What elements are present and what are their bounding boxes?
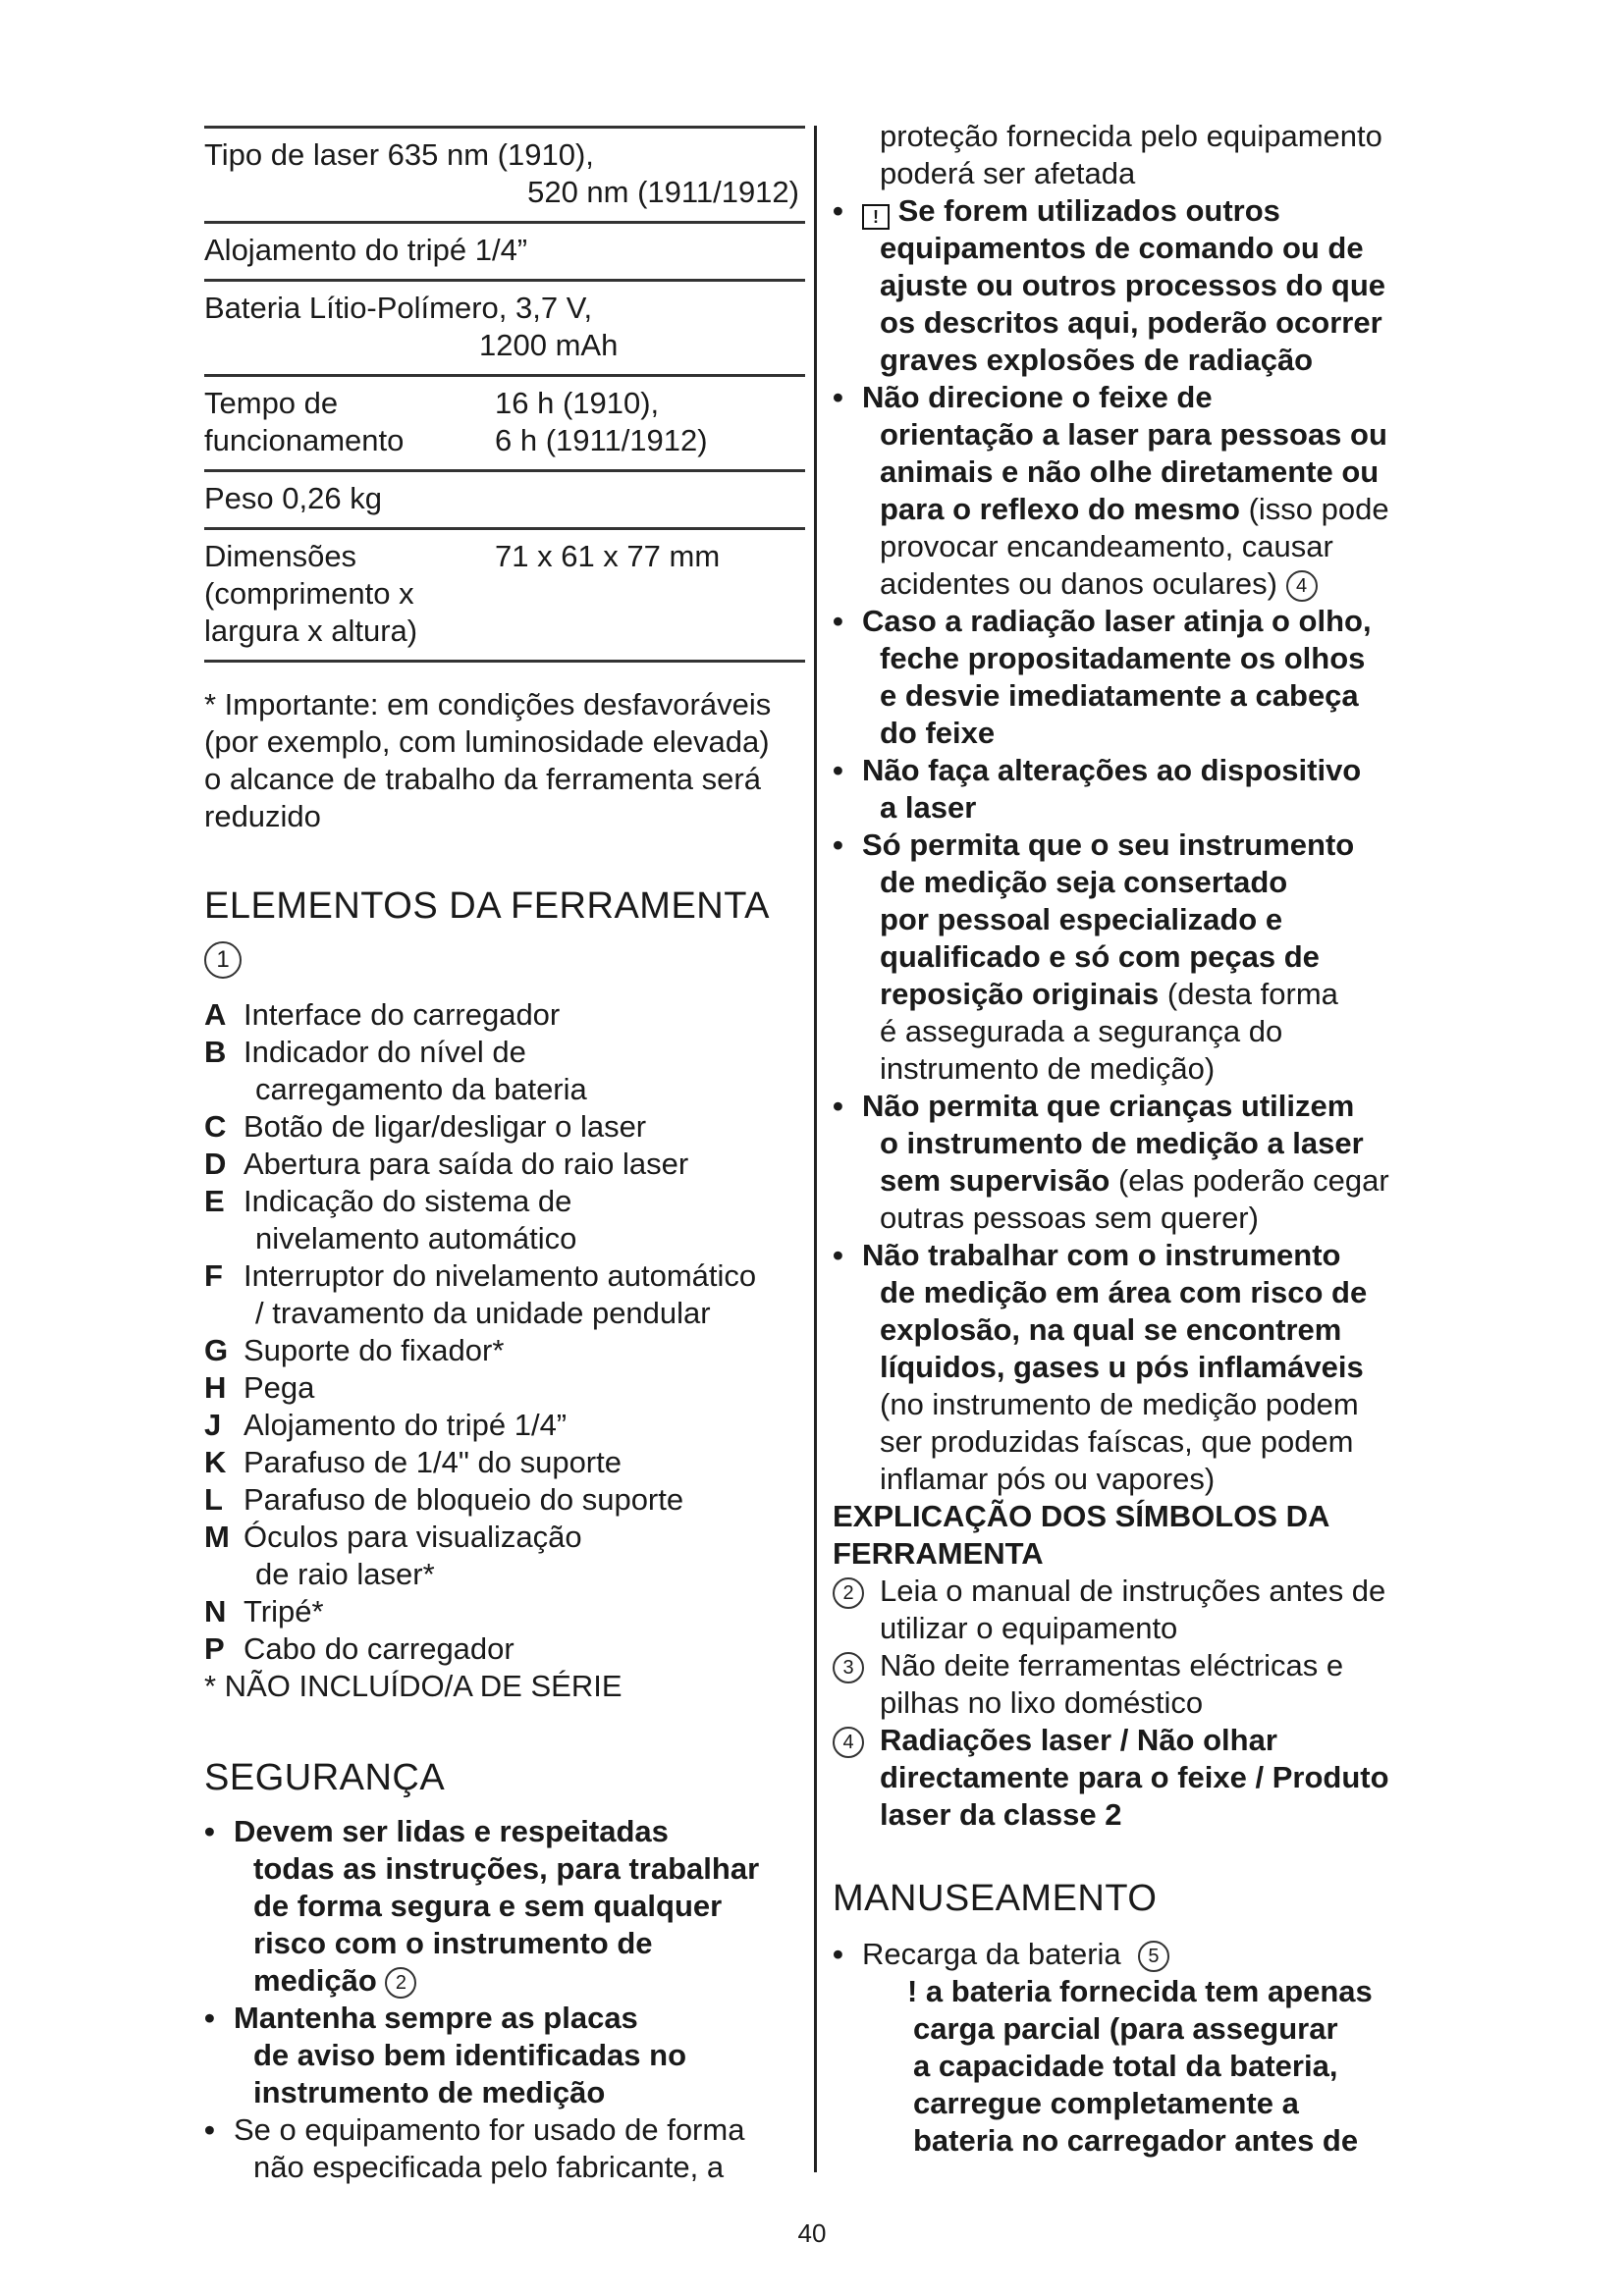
list-item-continuation: proteção fornecida pelo equipamento poderá ser afetada	[880, 119, 1382, 190]
spec-row-weight: Peso 0,26 kg	[204, 472, 805, 530]
handling-heading: MANUSEAMENTO	[833, 1878, 1158, 1919]
figure-ref-icon: 3	[833, 1652, 864, 1683]
right-column	[833, 118, 1441, 2160]
left-column	[204, 126, 805, 2186]
list-item: • ! Se forem utilizados outros equipamentos de comando ou de ajuste ou outros processos do que os descritos aqui, poderão ocorrer graves explosões de radiação	[833, 193, 1386, 377]
safety-heading: SEGURANÇA	[204, 1756, 446, 1798]
list-item: • Mantenha sempre as placas de aviso bem identificadas no instrumento de medição	[204, 2000, 687, 2109]
spec-row-laser: Tipo de laser 635 nm (1910), 520 nm (1911/1912)	[204, 129, 805, 224]
spec-row-battery: Bateria Lítio-Polímero, 3,7 V, 1200 mAh	[204, 282, 805, 377]
list-item: • Se o equipamento for usado de forma não especificada pelo fabricante, a	[204, 2111, 745, 2184]
list-item: K Parafuso de 1/4" do suporte	[204, 1444, 622, 1479]
page-number: 40	[797, 2218, 827, 2248]
list-item: • Não direcione o feixe de orientação a laser para pessoas ou animais e não olhe diretamente ou para o reflexo do mesmo (isso pode provocar encandeamento, causar acidentes ou danos oculares) 4	[833, 380, 1389, 601]
spec-table	[204, 126, 805, 663]
list-item: D Abertura para saída do raio laser	[204, 1146, 689, 1181]
spec-row-runtime: Tempo de 16 h (1910), funcionamento 6 h (1911/1912)	[204, 377, 805, 472]
warning-icon: !	[862, 204, 890, 230]
figure-ref-icon: 2	[833, 1577, 864, 1609]
spec-row-dimensions: Dimensões 71 x 61 x 77 mm (comprimento x largura x altura)	[204, 530, 805, 663]
list-item: J Alojamento do tripé 1/4”	[204, 1407, 568, 1442]
list-item: F Interruptor do nivelamento automático	[204, 1257, 757, 1293]
elements-list: A Interface do carregador B Indicador do nível de carregamento da bateria C Botão de ligar/desligar o laser D Abertura para saída do raio laser E Indicação do sistema de nivelamento automático F Interruptor do nivelamento automático / travamento da unidade pendular G Suporte do fixador* H Pega J Alojamento do tripé 1/4” K Parafuso de 1/4" do suporte L Parafuso de bloqueio do suporte M Óculos para visualização de raio laser* N Tripé* P Cabo do carregador * NÃO INCLUÍDO/A DE SÉRIE	[204, 996, 805, 1705]
list-item: 3 Não deite ferramentas eléctricas e pilhas no lixo doméstico	[833, 1647, 1441, 1722]
not-included-note: * NÃO INCLUÍDO/A DE SÉRIE	[204, 1668, 623, 1703]
list-item: C Botão de ligar/desligar o laser	[204, 1108, 647, 1144]
list-item: P Cabo do carregador	[204, 1630, 514, 1666]
list-item: • Não trabalhar com o instrumento de medição em área com risco de explosão, na qual se encontrem líquidos, gases u pós inflamáveis (no instrumento de medição podem ser produzidas faíscas, que podem inflamar pós ou vapores)	[833, 1238, 1368, 1496]
list-item: M Óculos para visualização	[204, 1519, 582, 1554]
figure-ref-icon: 5	[1138, 1941, 1169, 1972]
figure-ref-icon: 1	[204, 941, 242, 979]
list-item: L Parafuso de bloqueio do suporte	[204, 1481, 684, 1517]
list-item: • Recarga da bateria 5 ! a bateria fornecida tem apenas carga parcial (para assegurar a capacidade total da bateria, carregue completamente a bateria no carregador antes de	[833, 1937, 1373, 2158]
list-item: A Interface do carregador	[204, 996, 561, 1032]
list-item: H Pega	[204, 1369, 315, 1405]
symbols-heading: EXPLICAÇÃO DOS SÍMBOLOS DA FERRAMENTA	[833, 1499, 1330, 1571]
list-item: • Caso a radiação laser atinja o olho, feche propositadamente os olhos e desvie imediatamente a cabeça do feixe	[833, 604, 1372, 750]
list-item: • Não permita que crianças utilizem o instrumento de medição a laser sem supervisão (elas poderão cegar outras pessoas sem querer)	[833, 1089, 1389, 1235]
spec-row-tripod: Alojamento do tripé 1/4”	[204, 224, 805, 282]
elements-heading: ELEMENTOS DA FERRAMENTA	[204, 885, 770, 927]
list-item: • Devem ser lidas e respeitadas todas as instruções, para trabalhar de forma segura e sem qualquer risco com o instrumento de medição 2	[204, 1813, 760, 1998]
column-divider	[814, 126, 817, 2172]
list-item: 4 Radiações laser / Não olhar directamente para o feixe / Produto laser da classe 2	[833, 1722, 1441, 1834]
figure-ref-icon: 4	[1286, 570, 1318, 602]
list-item: 2 Leia o manual de instruções antes de utilizar o equipamento	[833, 1573, 1441, 1647]
list-item: B Indicador do nível de	[204, 1034, 526, 1069]
figure-ref-icon: 2	[385, 1967, 416, 1999]
list-item: • Não faça alterações ao dispositivo a laser	[833, 753, 1362, 825]
list-item: N Tripé*	[204, 1593, 324, 1629]
list-item: E Indicação do sistema de	[204, 1183, 572, 1218]
range-note: * Importante: em condições desfavoráveis (por exemplo, com luminosidade elevada) o alcance de trabalho da ferramenta será reduzido	[204, 687, 772, 833]
list-item: G Suporte do fixador*	[204, 1332, 505, 1367]
figure-ref-icon: 4	[833, 1727, 864, 1758]
list-item: • Só permita que o seu instrumento de medição seja consertado por pessoal especializado e qualificado e só com peças de reposição originais (desta forma é assegurada a segurança do instrumento de medição)	[833, 828, 1355, 1086]
